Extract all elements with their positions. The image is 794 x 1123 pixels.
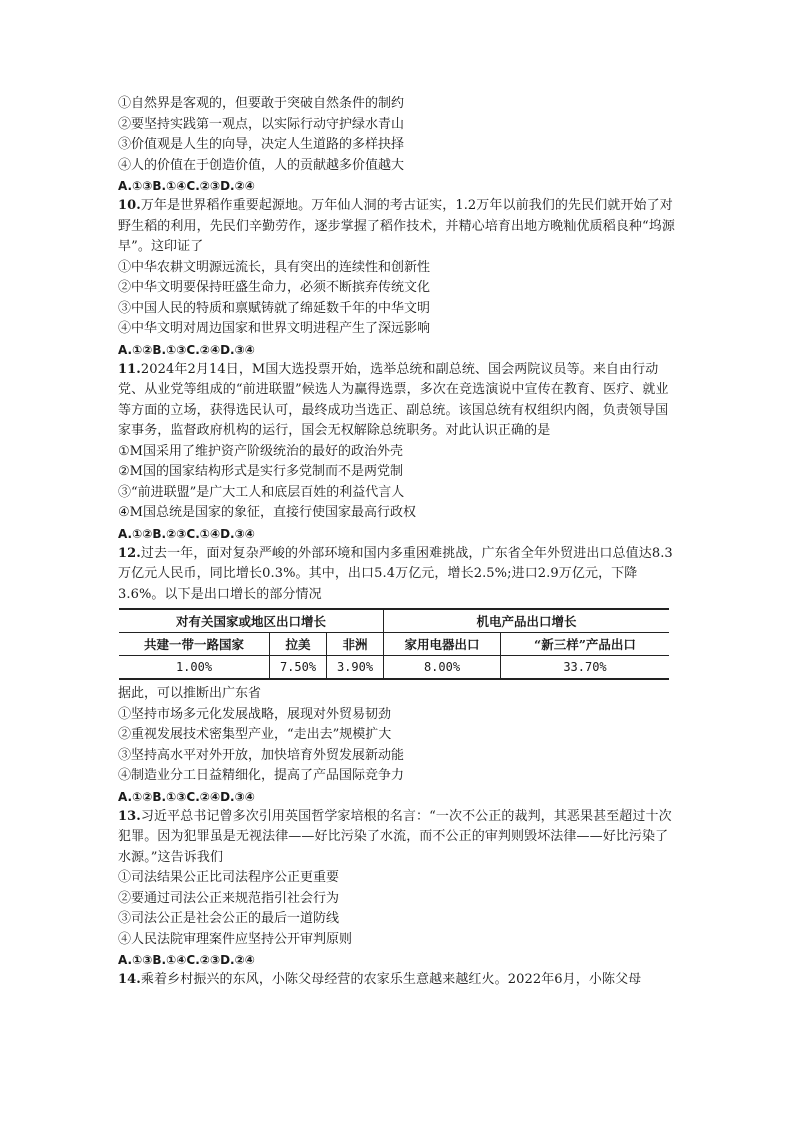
- q11-answer-choices: A.①②B.②③C.①④D.③④: [118, 526, 255, 541]
- table-cell: 33.70%: [501, 656, 670, 680]
- q9-option-2: ②要坚持实践第一观点，以实际行动守护绿水青山: [118, 116, 405, 132]
- table-group-row: [119, 609, 669, 633]
- q11-stem: [118, 360, 678, 442]
- q10-stem-text: 万年是世界稻作重要起源地。万年仙人洞的考古证实，1.2万年以前我们的先民们就开始了对野生稻的利用，先民们辛勤劳作，逐步掌握了稻作技术，并精心培育出地方晚籼优质稻良种“坞源早”。这印证了: [118, 198, 675, 254]
- table-cell: 1.00%: [119, 656, 270, 680]
- q9-answer-choices: A.①③B.①④C.②③D.②④: [118, 179, 255, 193]
- q12-stem: [118, 544, 678, 606]
- q12-option-1: ①坚持市场多元化发展战略，展现对外贸易韧劲: [118, 706, 392, 722]
- q14-stem: [118, 970, 678, 991]
- q9-option-1: ①自然界是客观的，但要敢于突破自然条件的制约: [118, 96, 405, 111]
- table-cell: 3.90%: [327, 656, 384, 680]
- q9-option-3: ③价值观是人生的向导，决定人生道路的多样抉择: [118, 137, 405, 152]
- q11-option-1: ①M国采用了维护资产阶级统治的最好的政治外壳: [118, 443, 403, 459]
- q13-number: 13.: [118, 808, 141, 824]
- table-group-mechanical: 机电产品出口增长: [384, 609, 670, 633]
- q10-option-3: ③中国人民的特质和禀赋铸就了绵延数千年的中华文明: [118, 300, 431, 316]
- table-header-cell: 拉美: [270, 633, 327, 656]
- q14-number: 14.: [118, 972, 141, 987]
- q11-number: 11.: [118, 361, 141, 377]
- table-header-cell: 非洲: [327, 633, 384, 656]
- q12-option-3: ③坚持高水平对外开放，加快培育外贸发展新动能: [118, 747, 405, 763]
- q10-option-1: ①中华农耕文明源远流长，具有突出的连续性和创新性: [118, 259, 431, 275]
- q13-stem-text: 习近平总书记曾多次引用英国哲学家培根的名言：“一次不公正的裁判，其恶果甚至超过十次犯罪。因为犯罪虽是无视法律——好比污染了水流，而不公正的审判则毁坏法律——好比污染了水源。”这告诉我们: [118, 808, 672, 865]
- q10-option-4: ④中华文明对周边国家和世界文明进程产生了深远影响: [118, 321, 431, 336]
- q12-lead: 据此，可以推断出广东省: [118, 686, 262, 701]
- question-14: [118, 970, 678, 991]
- question-12: [118, 544, 678, 807]
- q10-number: 10.: [118, 198, 141, 213]
- q11-option-2: ②M国的国家结构形式是实行多党制而不是两党制: [118, 464, 403, 479]
- q12-option-2: ②重视发展技术密集型产业，“走出去”规模扩大: [118, 727, 392, 742]
- q13-option-4: ④人民法院审理案件应坚持公开审判原则: [118, 931, 353, 947]
- table-header-row: [119, 633, 669, 656]
- q12-answer-choices: A.①②B.①③C.②④D.③④: [118, 789, 255, 804]
- table-row: [119, 656, 669, 680]
- q10-stem: [118, 196, 678, 258]
- export-growth-table: [119, 608, 669, 680]
- table-cell: 8.00%: [384, 656, 501, 680]
- q11-stem-text: 2024年2月14日，M国大选投票开始，选举总统和副总统、国会两院议员等。来自由行动党、从业党等组成的“前进联盟”候选人为赢得选票，多次在竞选演说中宣传在教育、医疗、就业等方面的立场，获得选民认可，最终成功当选正、副总统。该国总统有权组织内阁，负责领导国家事务，监督政府机构的运行，国会无权解除总统职务。对此认识正确的是: [118, 361, 669, 438]
- q13-stem: [118, 807, 678, 869]
- q11-option-3: ③“前进联盟”是广大工人和底层百姓的利益代言人: [118, 484, 405, 500]
- table-cell: 7.50%: [270, 656, 327, 680]
- question-11: [118, 360, 678, 544]
- exam-page: [118, 94, 678, 991]
- table-group-regions: 对有关国家或地区出口增长: [119, 609, 384, 633]
- q13-option-2: ②要通过司法公正来规范指引社会行为: [118, 890, 340, 906]
- q12-stem-text: 过去一年，面对复杂严峻的外部环境和国内多重困难挑战，广东省全年外贸进出口总值达8.3万亿元人民币，同比增长0.3%。其中，出口5.4万亿元，增长2.5%;进口2.9万亿元，下降3.6%。以下是出口增长的部分情况: [118, 545, 673, 602]
- q13-option-3: ③司法公正是社会公正的最后一道防线: [118, 911, 340, 926]
- table-header-cell: 家用电器出口: [384, 633, 501, 656]
- question-9: [118, 94, 678, 196]
- q10-option-2: ②中华文明要保持旺盛生命力，必须不断摈弃传统文化: [118, 280, 431, 295]
- table-header-cell: “新三样”产品出口: [501, 633, 670, 656]
- question-10: [118, 196, 678, 360]
- q9-option-4: ④人的价值在于创造价值，人的贡献越多价值越大: [118, 157, 405, 173]
- q13-option-1: ①司法结果公正比司法程序公正更重要: [118, 870, 340, 885]
- question-13: [118, 807, 678, 971]
- q11-option-4: ④M国总统是国家的象征，直接行使国家最高行政权: [118, 505, 416, 520]
- table-header-cell: 共建一带一路国家: [119, 633, 270, 656]
- q10-answer-choices: A.①②B.①③C.②④D.③④: [118, 342, 255, 357]
- q12-option-4: ④制造业分工日益精细化，提高了产品国际竞争力: [118, 768, 405, 783]
- q12-number: 12.: [118, 545, 141, 561]
- q14-stem-text: 乘着乡村振兴的东风，小陈父母经营的农家乐生意越来越红火。2022年6月，小陈父母: [140, 972, 642, 987]
- q13-answer-choices: A.①③B.①④C.②③D.②④: [118, 953, 255, 967]
